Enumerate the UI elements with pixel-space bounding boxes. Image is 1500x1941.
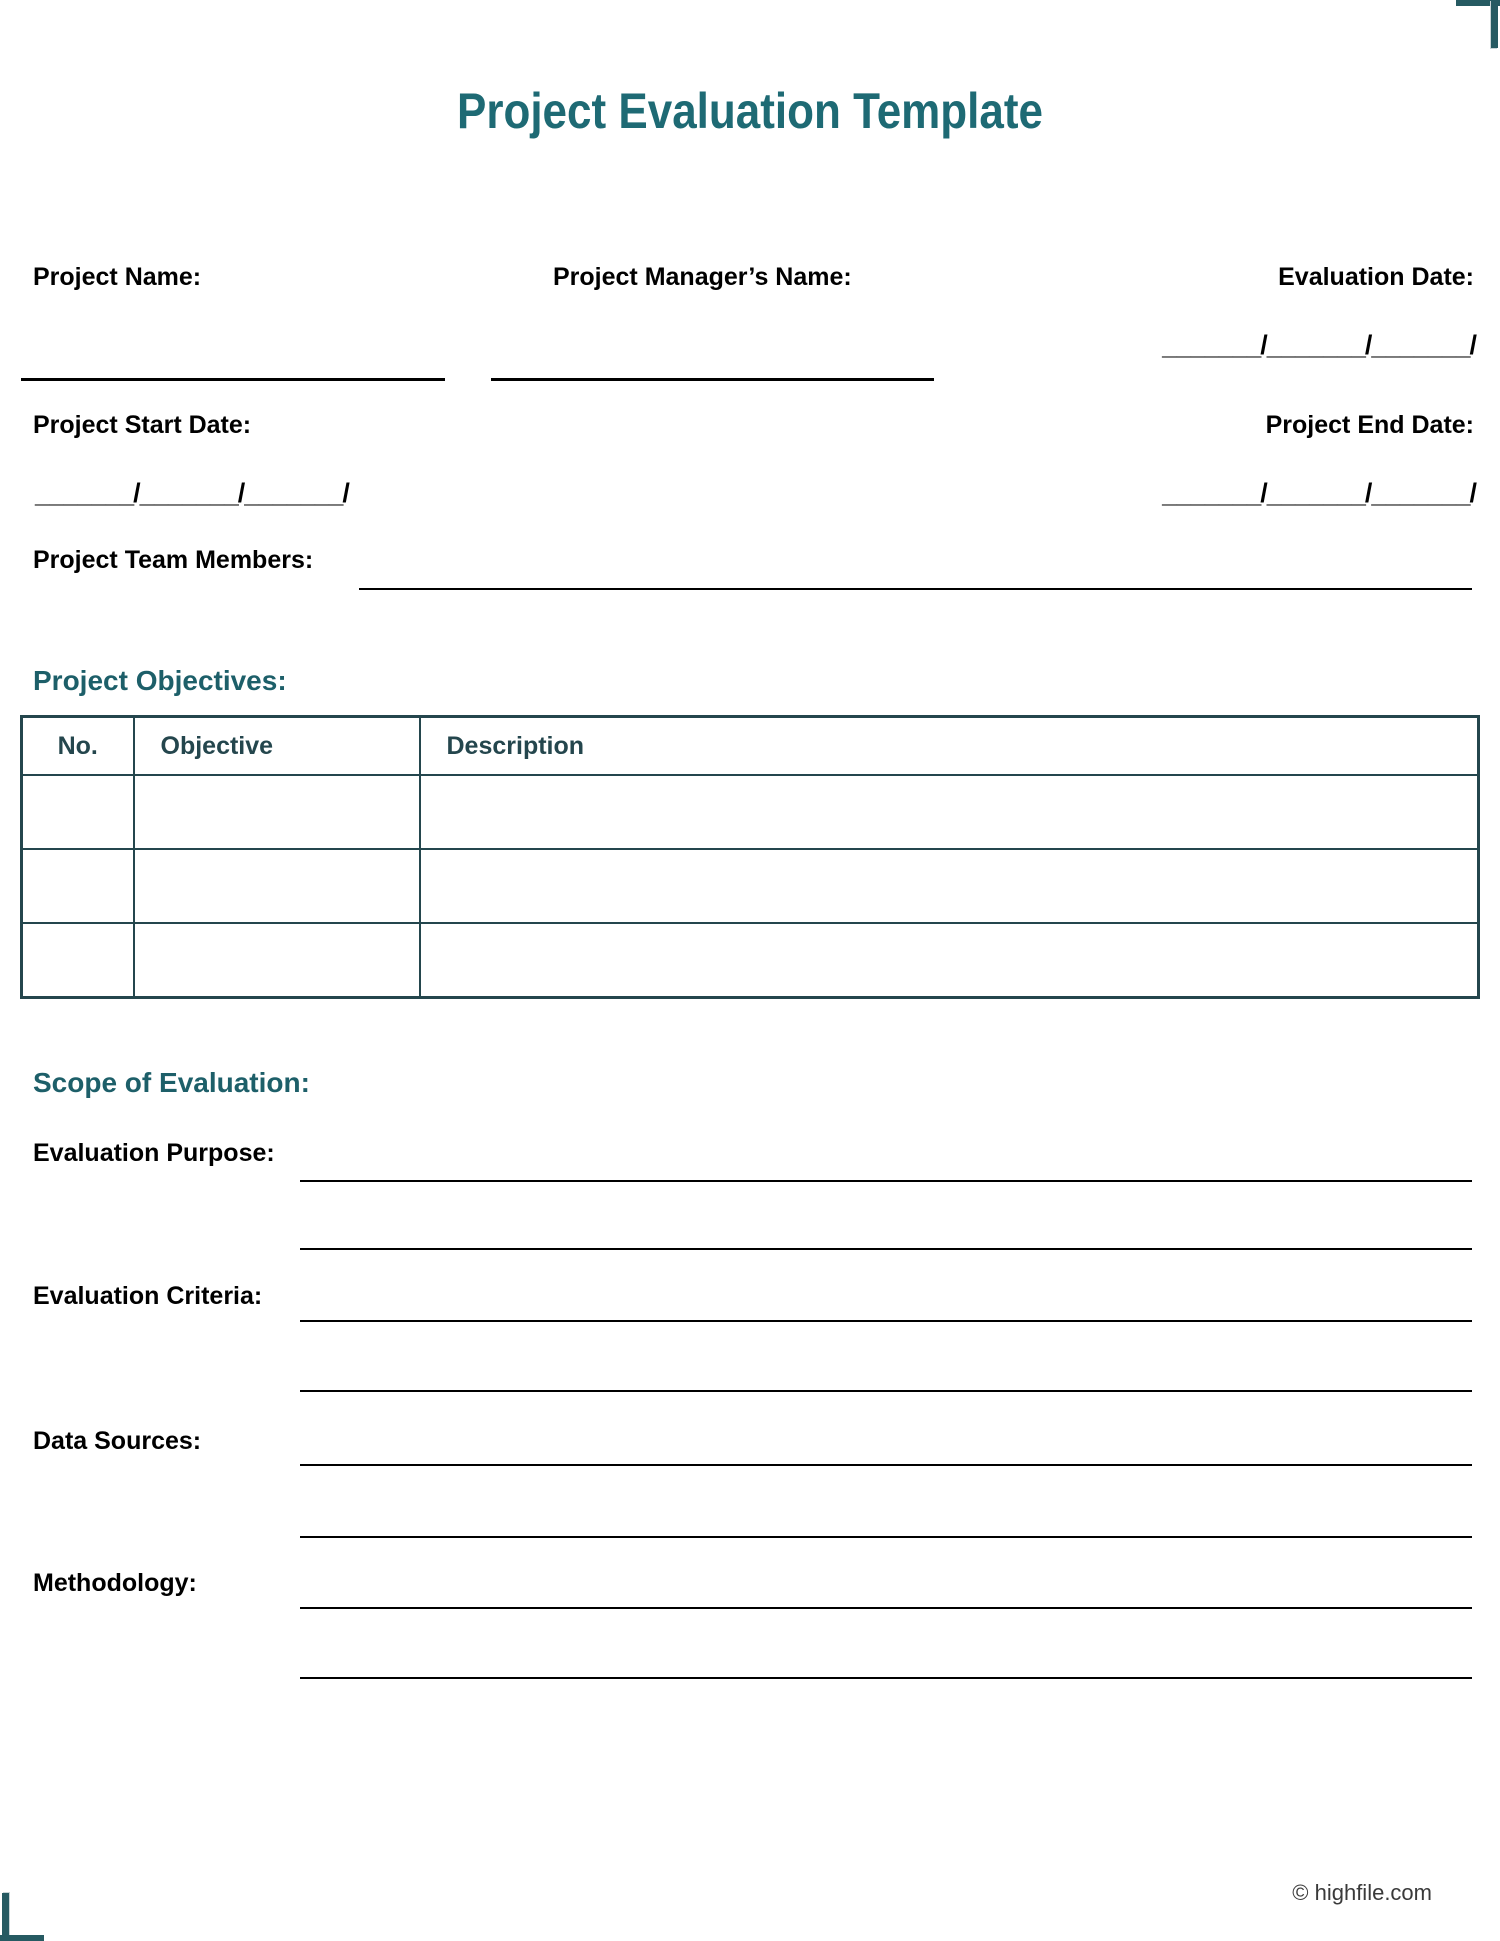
project-manager-name-write-line[interactable] — [491, 378, 934, 381]
evaluation-purpose-write-line-1[interactable] — [300, 1180, 1472, 1182]
scope-of-evaluation-heading: Scope of Evaluation: — [33, 1067, 310, 1098]
objective-1-description-cell[interactable] — [420, 775, 1479, 849]
evaluation-date-blank[interactable]: _______/_______/_______/ — [1162, 330, 1476, 360]
objective-2-no-cell[interactable] — [22, 849, 134, 923]
project-team-members-label: Project Team Members: — [33, 546, 314, 574]
objective-3-objective-cell[interactable] — [134, 923, 420, 998]
project-team-members-write-line[interactable] — [359, 588, 1472, 590]
objectives-header-row — [22, 717, 1479, 776]
corner-accent-bottom-left-vertical — [2, 1893, 9, 1941]
evaluation-criteria-write-line-2[interactable] — [300, 1390, 1472, 1392]
objective-1-objective-cell[interactable] — [134, 775, 420, 849]
objectives-column-header-objective: Objective — [134, 717, 420, 776]
evaluation-date-label: Evaluation Date: — [1278, 263, 1474, 291]
objectives-column-header-no: No. — [22, 717, 134, 776]
project-start-date-label: Project Start Date: — [33, 411, 252, 439]
data-sources-write-line-1[interactable] — [300, 1464, 1472, 1466]
footer-credit: © highfile.com — [1292, 1880, 1432, 1905]
methodology-write-line-2[interactable] — [300, 1677, 1472, 1679]
objectives-row-2 — [22, 849, 1479, 923]
data-sources-write-line-2[interactable] — [300, 1536, 1472, 1538]
project-end-date-label: Project End Date: — [1265, 411, 1474, 439]
objectives-row-3 — [22, 923, 1479, 998]
evaluation-purpose-write-line-2[interactable] — [300, 1248, 1472, 1250]
page-title: Project Evaluation Template — [456, 83, 1043, 139]
project-name-label: Project Name: — [33, 263, 202, 291]
data-sources-label: Data Sources: — [33, 1427, 202, 1455]
corner-accent-bottom-left-horizontal — [0, 1935, 44, 1941]
objective-3-no-cell[interactable] — [22, 923, 134, 998]
evaluation-purpose-label: Evaluation Purpose: — [33, 1139, 275, 1167]
project-end-date-blank[interactable]: _______/_______/_______/ — [1162, 478, 1476, 508]
objectives-column-header-description: Description — [420, 717, 1479, 776]
objective-3-description-cell[interactable] — [420, 923, 1479, 998]
project-manager-name-label: Project Manager’s Name: — [553, 263, 852, 291]
evaluation-criteria-label: Evaluation Criteria: — [33, 1282, 263, 1310]
objective-2-objective-cell[interactable] — [134, 849, 420, 923]
project-objectives-heading: Project Objectives: — [33, 665, 287, 696]
evaluation-criteria-write-line-1[interactable] — [300, 1320, 1472, 1322]
objectives-row-1 — [22, 775, 1479, 849]
methodology-write-line-1[interactable] — [300, 1607, 1472, 1609]
corner-accent-top-right-vertical — [1491, 0, 1498, 48]
project-name-write-line[interactable] — [21, 378, 445, 381]
objectives-table — [20, 715, 1480, 999]
project-start-date-blank[interactable]: _______/_______/_______/ — [35, 478, 349, 508]
objective-2-description-cell[interactable] — [420, 849, 1479, 923]
objective-1-no-cell[interactable] — [22, 775, 134, 849]
methodology-label: Methodology: — [33, 1569, 197, 1597]
